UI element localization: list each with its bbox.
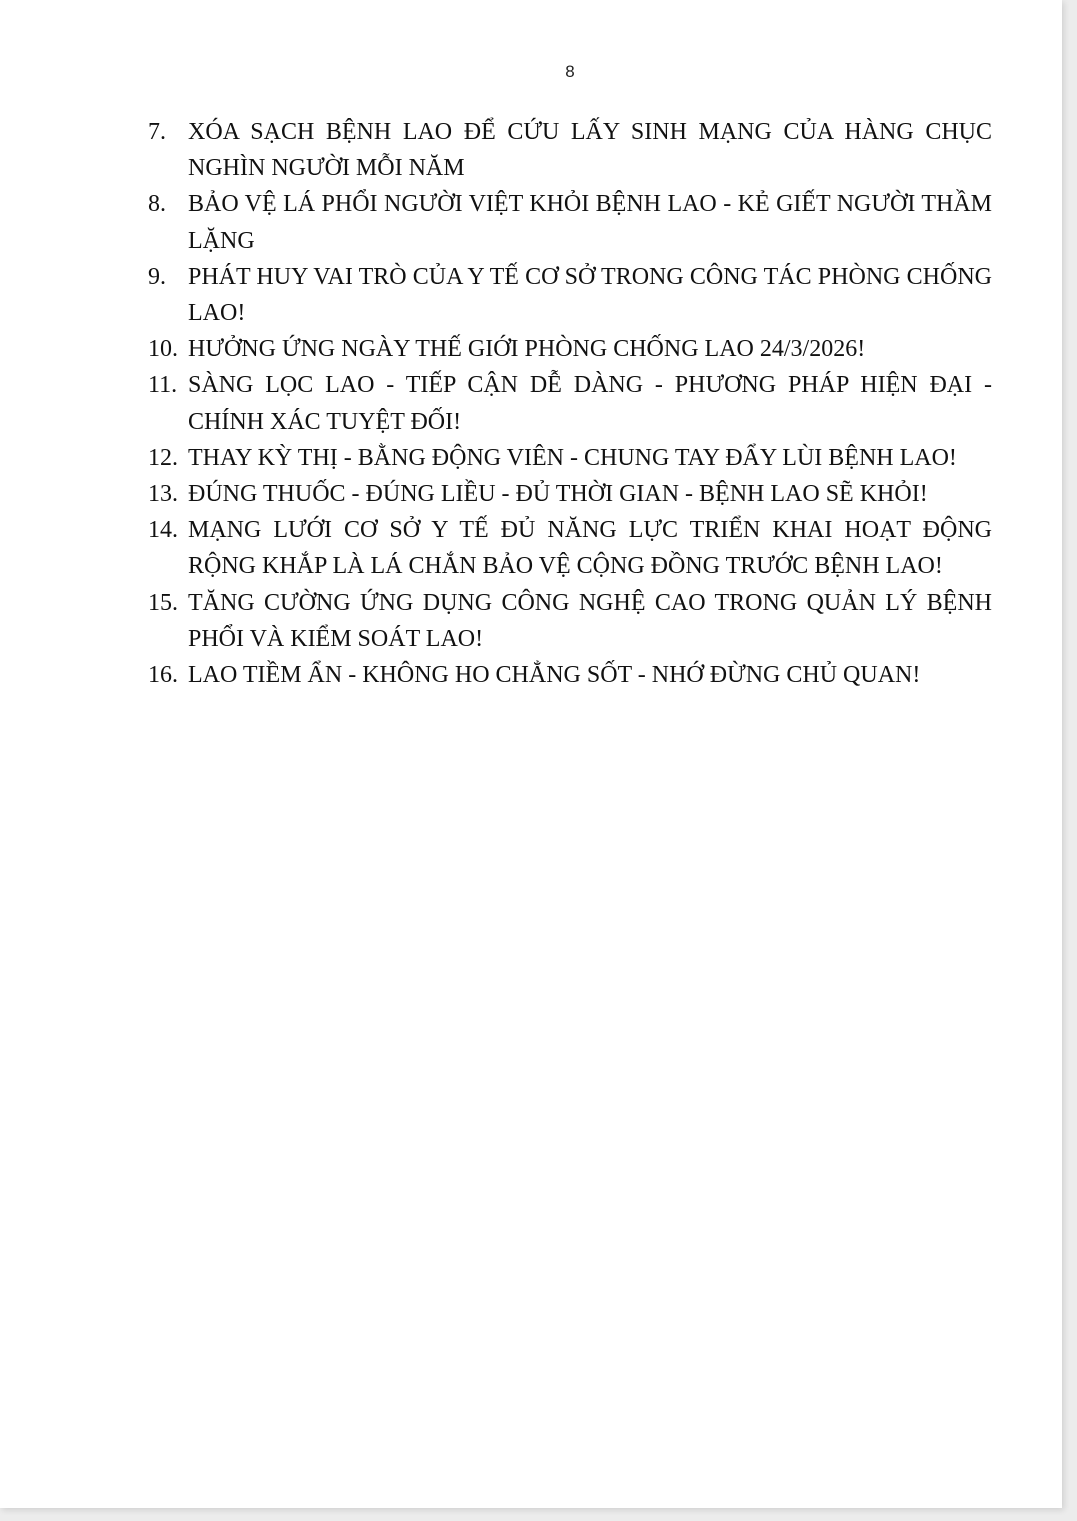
slogan-list — [148, 114, 992, 693]
item-number: 15. — [148, 589, 178, 616]
list-item — [148, 186, 992, 258]
item-number: 9. — [148, 263, 166, 290]
item-text: HƯỞNG ỨNG NGÀY THẾ GIỚI PHÒNG CHỐNG LAO 24/3/2026! — [188, 336, 866, 363]
item-text: BẢO VỆ LÁ PHỔI NGƯỜI VIỆT KHỎI BỆNH LAO - KẺ GIẾT NGƯỜI THẦM LẶNG — [188, 191, 992, 254]
list-item — [148, 259, 992, 331]
item-number: 11. — [148, 372, 178, 399]
item-text: SÀNG LỌC LAO - TIẾP CẬN DỄ DÀNG - PHƯƠNG PHÁP HIỆN ĐẠI - CHÍNH XÁC TUYỆT ĐỐI! — [188, 372, 992, 435]
item-text: THAY KỲ THỊ - BẰNG ĐỘNG VIÊN - CHUNG TAY ĐẨY LÙI BỆNH LAO! — [188, 444, 957, 471]
item-text: XÓA SẠCH BỆNH LAO ĐỂ CỨU LẤY SINH MẠNG CỦA HÀNG CHỤC NGHÌN NGƯỜI MỖI NĂM — [188, 119, 992, 182]
item-number: 12. — [148, 444, 178, 471]
item-text: ĐÚNG THUỐC - ĐÚNG LIỀU - ĐỦ THỜI GIAN - BỆNH LAO SẼ KHỎI! — [188, 481, 928, 508]
list-item — [148, 440, 992, 476]
list-item — [148, 585, 992, 657]
item-number: 16. — [148, 662, 178, 689]
page-number: 8 — [565, 62, 575, 81]
item-number: 14. — [148, 517, 178, 544]
item-number: 10. — [148, 336, 178, 363]
item-text: TĂNG CƯỜNG ỨNG DỤNG CÔNG NGHỆ CAO TRONG QUẢN LÝ BỆNH PHỔI VÀ KIỂM SOÁT LAO! — [188, 589, 992, 652]
item-number: 13. — [148, 481, 178, 508]
list-item — [148, 114, 992, 186]
item-text: LAO TIỀM ẨN - KHÔNG HO CHẲNG SỐT - NHỚ ĐỪNG CHỦ QUAN! — [188, 662, 921, 689]
list-item — [148, 331, 992, 367]
list-item — [148, 657, 992, 693]
item-text: MẠNG LƯỚI CƠ SỞ Y TẾ ĐỦ NĂNG LỰC TRIỂN KHAI HOẠT ĐỘNG RỘNG KHẮP LÀ LÁ CHẮN BẢO VỆ CỘNG ĐỒNG TRƯỚC BỆNH LAO! — [188, 517, 992, 580]
item-text: PHÁT HUY VAI TRÒ CỦA Y TẾ CƠ SỞ TRONG CÔNG TÁC PHÒNG CHỐNG LAO! — [188, 263, 992, 327]
list-item — [148, 512, 992, 584]
list-item — [148, 476, 992, 512]
item-number: 8. — [148, 191, 166, 218]
item-number: 7. — [148, 119, 166, 145]
list-item — [148, 367, 992, 439]
